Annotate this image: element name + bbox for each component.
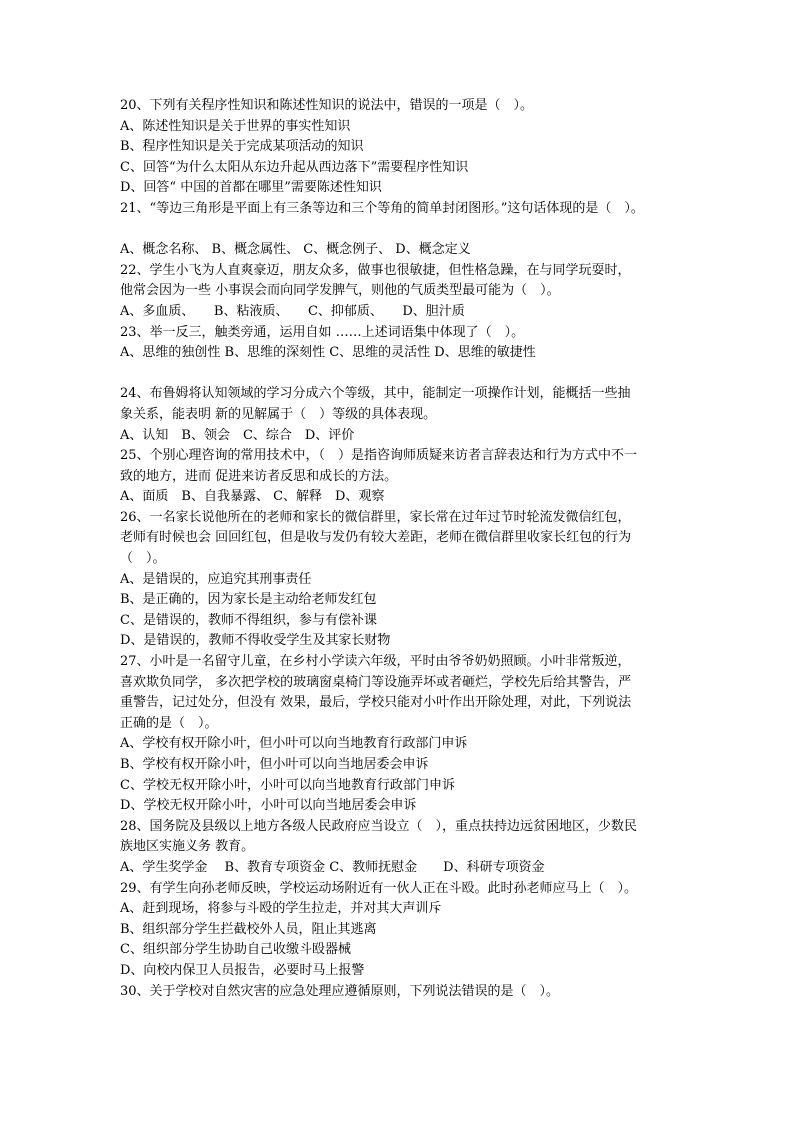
text-line: C、学校无权开除小叶，小叶可以向当地教育行政部门申诉 <box>120 777 455 793</box>
text-line: C、是错误的，教师不得组织，参与有偿补课 <box>120 612 377 628</box>
text-line: A、学生奖学金 B、教育专项资金 C、教师抚慰金 D、科研专项资金 <box>120 859 545 875</box>
text-line: D、回答“ 中国的首都在哪里”需要陈述性知识 <box>120 180 382 196</box>
text-line: A、认知 B、领会 C、综合 D、评价 <box>120 427 355 443</box>
text-line: A、思维的独创性 B、思维的深刻性 C、思维的灵活性 D、思维的敏捷性 <box>120 345 536 361</box>
text-line: 致的地方，进而 促进来访者反思和成长的方法。 <box>120 468 398 484</box>
text-line: A、概念名称、 B、概念属性、 C、概念例子、 D、概念定义 <box>120 242 471 258</box>
document-body <box>120 96 680 1002</box>
text-line: 28、国务院及县级以上地方各级人民政府应当设立（ ），重点扶持边远贫困地区，少数民 <box>120 818 638 834</box>
text-line: 重警告，记过处分，但没有 效果，最后，学校只能对小叶作出开除处理，对此，下列说法 <box>120 695 632 711</box>
blank-line <box>120 220 680 241</box>
text-line: A、多血质、 B、粘液质、 C、抑郁质、 D、胆汁质 <box>120 303 465 319</box>
text-line: B、程序性知识是关于完成某项活动的知识 <box>120 139 364 155</box>
text-line: C、回答“为什么太阳从东边升起从西边落下”需要程序性知识 <box>120 159 469 175</box>
text-line: A、学校有权开除小叶，但小叶可以向当地教育行政部门申诉 <box>120 736 468 752</box>
text-line: 23、举一反三，触类旁通，运用自如 ……上述词语集中体现了（ ）。 <box>120 324 525 340</box>
text-line: A、面质 B、自我暴露、 C、解释 D、观察 <box>120 489 385 505</box>
text-line: 20、下列有关程序性知识和陈述性知识的说法中，错误的一项是（ ）。 <box>120 98 534 113</box>
text-line: D、是错误的，教师不得收受学生及其家长财物 <box>120 633 391 649</box>
text-line: A、是错误的，应追究其刑事责任 <box>120 571 312 587</box>
text-line: 22、学生小飞为人直爽豪迈，朋友众多，做事也很敏捷，但性格急躁，在与同学玩耍时， <box>120 262 631 278</box>
text-line: 26、一名家长说他所在的老师和家长的微信群里，家长常在过年过节时轮流发微信红包， <box>120 509 631 525</box>
text-line: 正确的是（ ）。 <box>120 715 218 731</box>
text-line: B、是正确的，因为家长是主动给老师发红包 <box>120 592 377 608</box>
text-line: 30、关于学校对自然灾害的应急处理应遵循原则，下列说法错误的是（ ）。 <box>120 983 560 999</box>
text-line: D、向校内保卫人员报告，必要时马上报警 <box>120 962 365 978</box>
text-line: 族地区实施义务 教育。 <box>120 839 255 855</box>
blank-line <box>120 364 680 385</box>
text-line: 21、“等边三角形是平面上有三条等边和三个等角的简单封闭图形。”这句话体现的是（ ）。 <box>120 200 644 216</box>
text-line: C、组织部分学生协助自己收缴斗殴器械 <box>120 942 351 958</box>
text-line: （ ）。 <box>120 551 166 567</box>
text-line: 象关系，能表明 新的见解属于（ ）等级的具体表现。 <box>120 406 437 422</box>
text-line: 他常会因为一些 小事误会而向同学发脾气，则他的气质类型最可能为（ ）。 <box>120 283 560 299</box>
text-line: 喜欢欺负同学， 多次把学校的玻璃窗桌椅门等设施弄坏或者砸烂，学校先后给其警告，严 <box>120 674 632 690</box>
text-line: B、组织部分学生拦截校外人员，阻止其逃离 <box>120 921 377 937</box>
text-line: 25、个别心理咨询的常用技术中，（ ）是指咨询师质疑来访者言辞表达和行为方式中不一 <box>120 448 638 464</box>
text-line: B、学校有权开除小叶，但小叶可以向当地居委会申诉 <box>120 757 429 772</box>
text-line: 29、有学生向孙老师反映，学校运动场附近有一伙人正在斗殴。此时孙老师应马上（ ）。 <box>120 880 638 896</box>
text-line: 老师有时候也会 回回红包，但是收与发仍有较大差距，老师在微信群里收家长红包的行为 <box>120 530 632 546</box>
text-line: 27、小叶是一名留守儿童，在乡村小学读六年级，平时由爷爷奶奶照顾。小叶非常叛逆， <box>120 654 631 670</box>
text-line: A、赶到现场，将参与斗殴的学生拉走，并对其大声训斥 <box>120 901 442 917</box>
text-line: 24、布鲁姆将认知领域的学习分成六个等级，其中，能制定一项操作计划，能概括一些抽 <box>120 386 631 402</box>
text-line: A、陈述性知识是关于世界的事实性知识 <box>120 118 351 134</box>
text-line: D、学校无权开除小叶，小叶可以向当地居委会申诉 <box>120 798 417 814</box>
